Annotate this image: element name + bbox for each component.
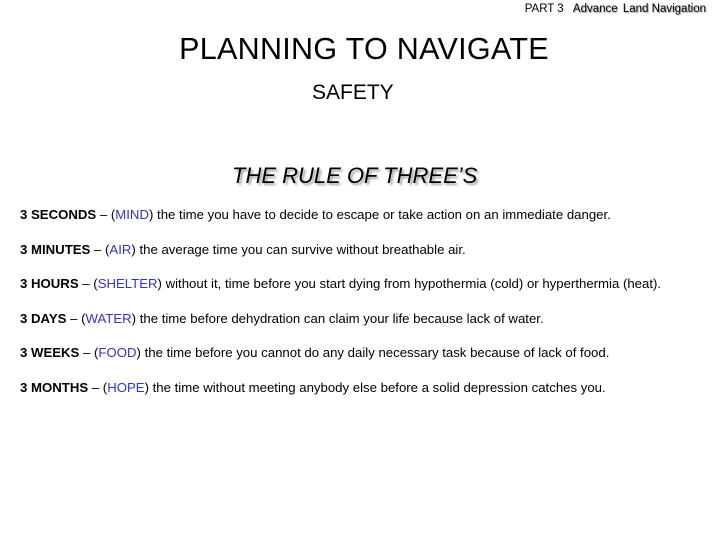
rule-description: ) the time without meeting anybody else before a solid depression catches you. bbox=[144, 379, 606, 395]
rules-list bbox=[20, 207, 661, 414]
rule-item-seconds bbox=[20, 207, 661, 242]
rule-keyword: WATER bbox=[85, 310, 132, 326]
rule-item-days bbox=[20, 311, 661, 346]
rule-item-months bbox=[20, 380, 661, 415]
slide-title-text: PLANNING TO NAVIGATE bbox=[179, 32, 549, 66]
rule-time: 3 HOURS bbox=[20, 276, 79, 291]
rule-item-weeks bbox=[20, 345, 661, 380]
rule-time: 3 MINUTES bbox=[20, 241, 91, 257]
rule-description: ) the time before you cannot do any daily necessary task because of lack of food. bbox=[136, 345, 610, 360]
rule-dash: – ( bbox=[66, 310, 86, 326]
rule-dash: – ( bbox=[78, 276, 98, 291]
slide-header bbox=[525, 3, 706, 15]
rule-dash: – ( bbox=[88, 379, 108, 395]
rule-time: 3 MONTHS bbox=[20, 379, 89, 395]
rule-description: ) the time you have to decide to escape or take action on an immediate danger. bbox=[148, 207, 611, 222]
rule-dash: – ( bbox=[90, 241, 110, 257]
rule-description: ) without it, time before you start dying from hypothermia (cold) or hyperthermia (heat). bbox=[157, 276, 662, 291]
land-navigation-label: Land Navigation bbox=[622, 3, 706, 15]
rule-keyword: SHELTER bbox=[97, 276, 158, 291]
rule-keyword: MIND bbox=[115, 207, 149, 222]
rule-keyword: HOPE bbox=[107, 379, 145, 395]
part-label: PART 3 bbox=[524, 3, 564, 15]
rule-keyword: AIR bbox=[109, 241, 132, 257]
rule-heading: THE RULE OF THREE’S bbox=[232, 163, 478, 188]
rule-description: ) the time before dehydration can claim your life because lack of water. bbox=[131, 310, 544, 326]
rule-time: 3 DAYS bbox=[20, 310, 67, 326]
rule-keyword: FOOD bbox=[98, 345, 137, 360]
rule-item-hours bbox=[20, 276, 661, 311]
advance-label: Advance bbox=[572, 3, 618, 15]
rule-time: 3 WEEKS bbox=[20, 345, 80, 360]
slide-subtitle: SAFETY bbox=[312, 81, 394, 104]
rule-item-minutes bbox=[20, 242, 661, 277]
rule-dash: – ( bbox=[96, 207, 116, 222]
rule-dash: – ( bbox=[79, 345, 99, 360]
rule-time: 3 SECONDS bbox=[20, 207, 97, 222]
slide-title bbox=[0, 32, 728, 67]
rule-description: ) the average time you can survive without breathable air. bbox=[131, 241, 466, 257]
